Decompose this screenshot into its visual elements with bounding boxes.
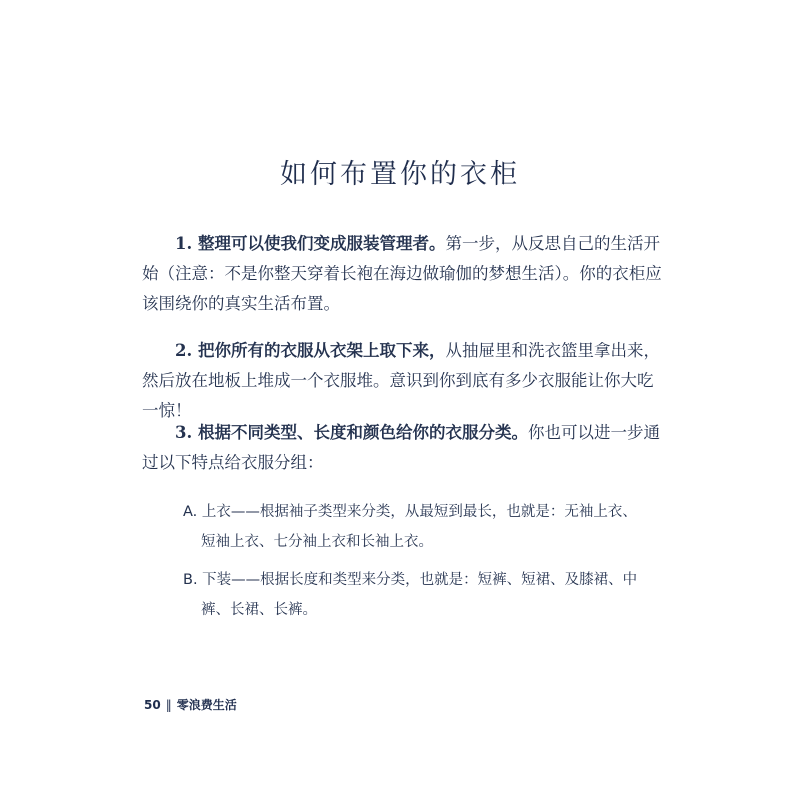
- page-title: 如何布置你的衣柜: [280, 159, 520, 190]
- footer-separator: ‖: [165, 698, 172, 712]
- sub-item-b-marker: B.: [183, 572, 198, 588]
- sub-item-a-marker: A.: [183, 504, 198, 520]
- paragraph-2: [142, 336, 662, 426]
- paragraph-1-lead: 1. 整理可以使我们变成服装管理者。: [175, 234, 446, 253]
- sub-item-a: [183, 497, 643, 557]
- paragraph-1: [142, 229, 662, 319]
- paragraph-2-lead: 2. 把你所有的衣服从衣架上取下来，: [175, 341, 446, 360]
- paragraph-3-lead: 3. 根据不同类型、长度和颜色给你的衣服分类。: [175, 423, 528, 442]
- page-footer: [144, 696, 237, 713]
- sub-item-a-text: 上衣——根据袖子类型来分类，从最短到最长，也就是：无袖上衣、短袖上衣、七分袖上衣和长袖上衣。: [201, 504, 637, 550]
- book-title: 零浪费生活: [176, 698, 237, 712]
- paragraph-3: [142, 418, 662, 478]
- sub-item-b-text: 下装——根据长度和类型来分类，也就是：短裤、短裙、及膝裙、中裤、长裙、长裤。: [201, 572, 638, 618]
- paragraph-2-text: 从抽屉里和洗衣篮里拿出来，然后放在地板上堆成一个衣服堆。意识到你到底有多少衣服能让你大吃一惊！: [142, 341, 660, 420]
- sub-item-b: [183, 565, 643, 625]
- paragraph-1-text: 第一步，从反思自己的生活开始（注意：不是你整天穿着长袍在海边做瑜伽的梦想生活）。你的衣柜应该围绕你的真实生活布置。: [142, 234, 662, 313]
- page-number: 50: [144, 698, 161, 712]
- paragraph-3-text: 你也可以进一步通过以下特点给衣服分组：: [142, 423, 660, 472]
